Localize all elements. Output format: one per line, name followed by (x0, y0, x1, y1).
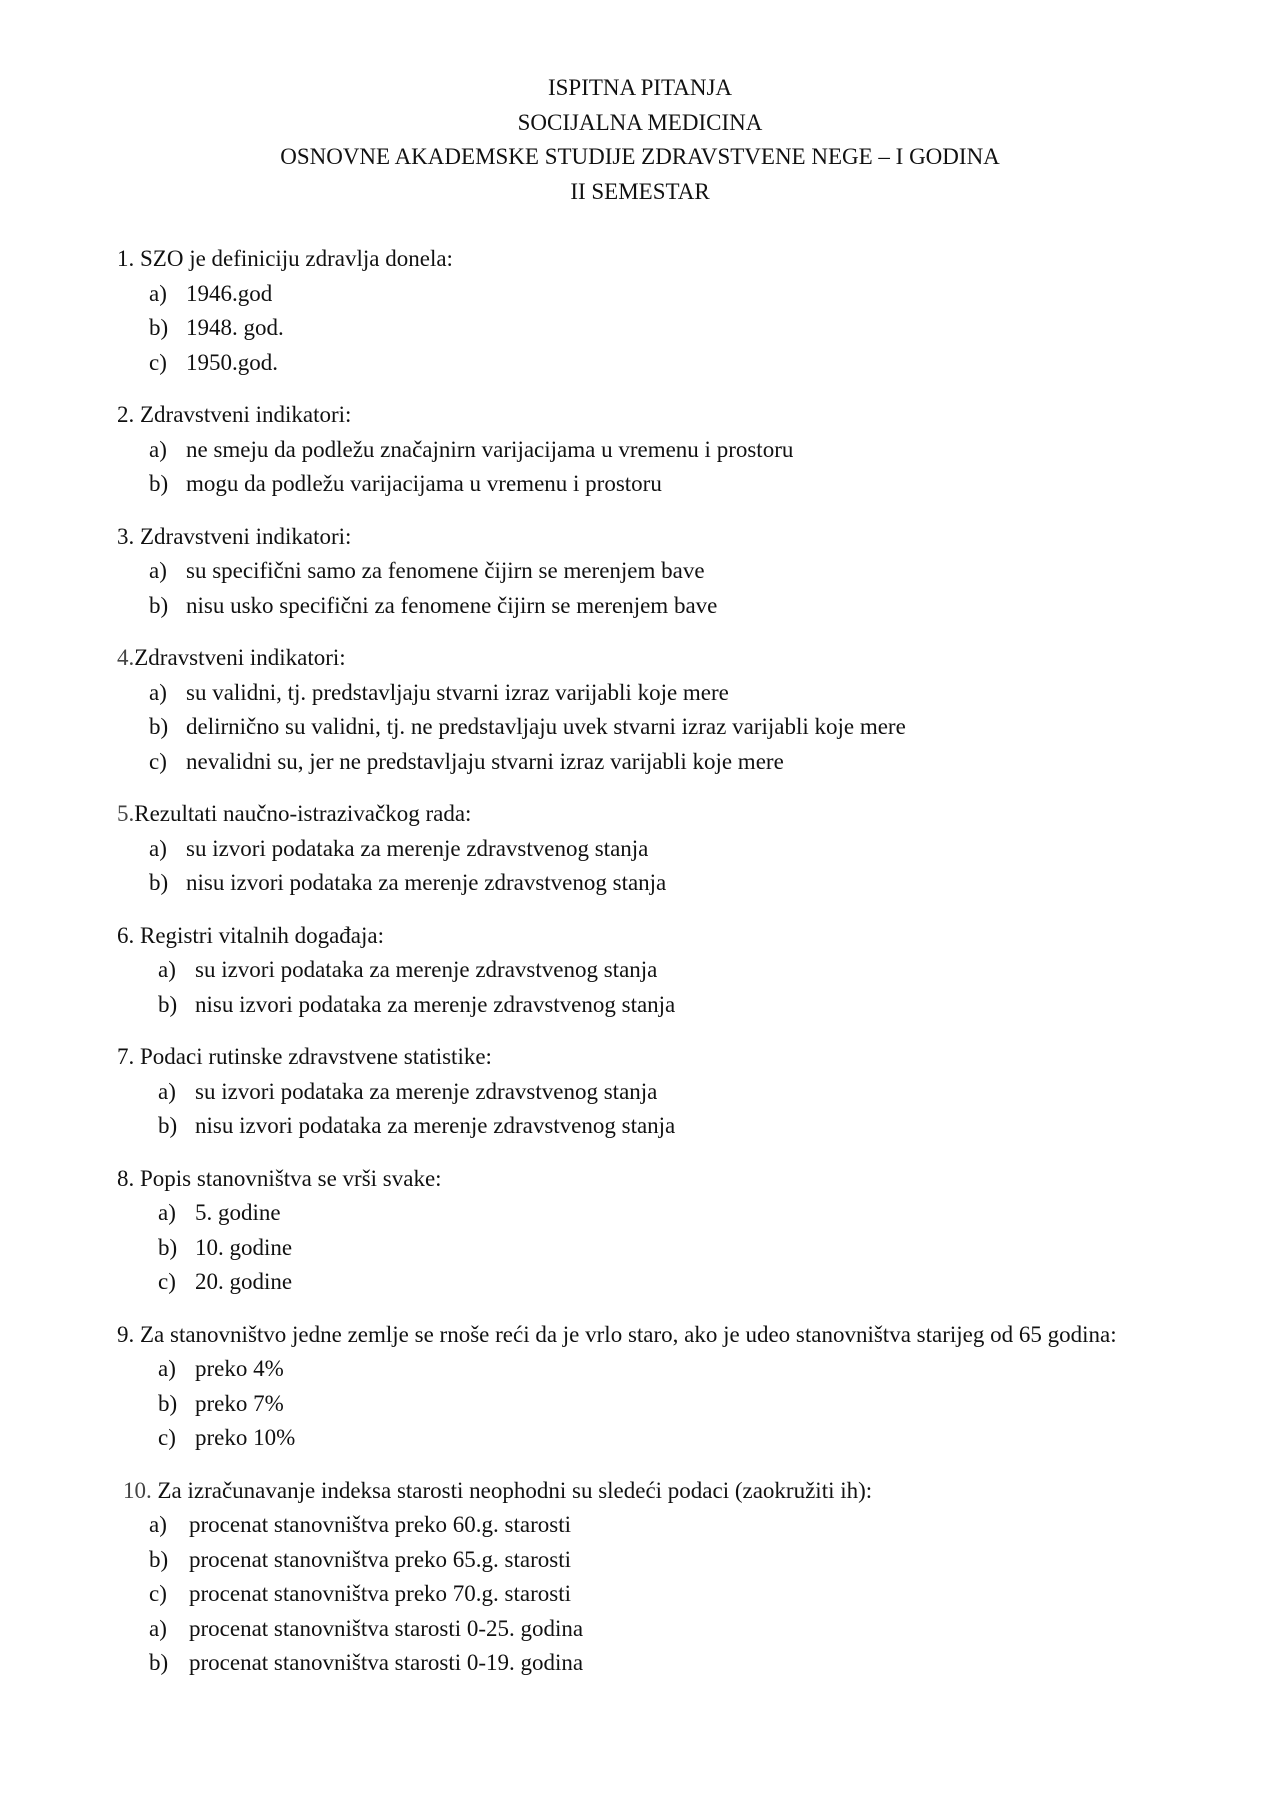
question-number: 6. (117, 922, 135, 948)
option-text: preko 7% (195, 1390, 284, 1416)
document-header (0, 71, 1280, 209)
question-number: 2. (117, 402, 135, 427)
question-text: Zdravstveni indikatori: (134, 645, 346, 670)
question-6 (117, 919, 1177, 1023)
option-text: procenat stanovništva preko 70.g. starosti (189, 1581, 571, 1606)
question-number: 1. (117, 246, 135, 271)
option-letter: c) (158, 1269, 176, 1294)
option-item (117, 1646, 1177, 1681)
question-text: Zdravstveni indikatori: (140, 523, 352, 549)
option-letter: a) (149, 835, 167, 861)
option-item (117, 1196, 1177, 1231)
question-number: 9. (117, 1321, 135, 1347)
option-item (117, 346, 1177, 381)
option-item (117, 1231, 1177, 1266)
option-text: 10. godine (195, 1234, 293, 1260)
option-letter: c) (158, 1425, 176, 1450)
option-item (117, 953, 1177, 988)
option-item (117, 1265, 1177, 1300)
option-letter: a) (149, 436, 167, 462)
option-text: su izvori podataka za merenje zdravstvenog stanja (195, 957, 658, 982)
option-letter: b) (158, 991, 178, 1017)
question-text: SZO je definiciju zdravlja donela: (140, 246, 453, 271)
option-letter: b) (149, 1650, 169, 1675)
option-item (117, 710, 1177, 745)
option-text: 5. godine (195, 1200, 281, 1225)
question-number: 3. (117, 523, 135, 549)
option-text: ne smeju da podležu značajnirn varijacijama u vremenu i prostoru (186, 436, 794, 462)
option-item (117, 988, 1177, 1023)
header-program: OSNOVNE AKADEMSKE STUDIJE ZDRAVSTVENE NEGE – I GODINA (280, 144, 1000, 169)
option-item (117, 676, 1177, 711)
option-list (117, 1352, 1177, 1456)
option-text: preko 10% (195, 1425, 296, 1450)
question-5 (117, 797, 1177, 901)
option-letter: c) (149, 748, 167, 774)
option-item (117, 866, 1177, 901)
option-letter: a) (149, 1615, 167, 1641)
header-subject: SOCIJALNA MEDICINA (517, 109, 763, 135)
option-letter: a) (158, 1356, 176, 1381)
header-title: ISPITNA PITANJA (547, 75, 733, 100)
question-text: Registri vitalnih događaja: (140, 922, 385, 948)
option-item (117, 832, 1177, 867)
option-list (117, 1508, 1177, 1681)
option-letter: a) (158, 1078, 176, 1104)
option-item (117, 1352, 1177, 1387)
option-text: delirnično su validni, tj. ne predstavljaju uvek stvarni izraz varijabli koje mere (186, 714, 906, 739)
question-3 (117, 520, 1177, 624)
option-item (117, 1543, 1177, 1578)
option-text: procenat stanovništva starosti 0-19. godina (189, 1650, 584, 1675)
option-item (117, 1075, 1177, 1110)
question-2 (117, 398, 1177, 502)
option-text: su validni, tj. predstavljaju stvarni izraz varijabli koje mere (186, 679, 729, 705)
question-number: 5. (117, 801, 135, 826)
option-item (117, 433, 1177, 468)
option-item (117, 589, 1177, 624)
question-text: Zdravstveni indikatori: (140, 402, 352, 427)
option-letter: b) (149, 471, 169, 496)
question-number: 10. (123, 1477, 152, 1503)
option-item (117, 1612, 1177, 1647)
question-10 (117, 1474, 1177, 1681)
question-4 (117, 641, 1177, 779)
option-letter: a) (158, 1200, 176, 1225)
option-letter: b) (158, 1390, 178, 1416)
option-letter: a) (158, 957, 176, 982)
option-text: procenat stanovništva preko 60.g. starosti (189, 1512, 571, 1537)
option-letter: c) (149, 349, 167, 375)
option-letter: b) (149, 870, 169, 895)
option-letter: b) (158, 1234, 178, 1260)
option-letter: b) (149, 1546, 169, 1572)
option-text: nevalidni su, jer ne predstavljaju stvarni izraz varijabli koje mere (186, 748, 784, 774)
question-1 (117, 242, 1177, 380)
question-number: 7. (117, 1044, 135, 1069)
option-item (117, 311, 1177, 346)
option-letter: a) (149, 679, 167, 705)
option-text: nisu usko specifični za fenomene čijirn se merenjem bave (186, 592, 718, 618)
option-list (117, 676, 1177, 780)
option-text: procenat stanovništva starosti 0-25. godina (189, 1615, 584, 1641)
question-text: Za stanovništvo jedne zemlje se rnoše reći da je vrlo staro, ako je udeo stanovništva starijeg od 65 godina: (140, 1321, 1117, 1347)
option-letter: b) (149, 714, 169, 739)
question-text: Za izračunavanje indeksa starosti neophodni su sledeći podaci (zaokružiti ih): (157, 1477, 873, 1503)
option-text: nisu izvori podataka za merenje zdravstvenog stanja (186, 870, 667, 895)
option-text: su izvori podataka za merenje zdravstvenog stanja (186, 835, 649, 861)
option-list (117, 953, 1177, 1022)
option-text: 1946.god (186, 280, 273, 306)
option-item (117, 1387, 1177, 1422)
question-8 (117, 1162, 1177, 1300)
option-text: su specifični samo za fenomene čijirn se merenjem bave (186, 558, 705, 583)
option-item (117, 1577, 1177, 1612)
option-letter: b) (149, 315, 169, 340)
question-number: 8. (117, 1165, 135, 1191)
option-list (117, 277, 1177, 381)
option-item (117, 467, 1177, 502)
option-list (117, 1075, 1177, 1144)
option-text: 1948. god. (186, 315, 284, 340)
question-text: Podaci rutinske zdravstvene statistike: (140, 1044, 492, 1069)
option-text: procenat stanovništva preko 65.g. starosti (189, 1546, 571, 1572)
question-9 (117, 1318, 1177, 1456)
option-letter: b) (158, 1113, 178, 1138)
option-text: nisu izvori podataka za merenje zdravstvenog stanja (195, 1113, 676, 1138)
option-item (117, 554, 1177, 589)
question-number: 4. (117, 645, 135, 670)
question-text: Popis stanovništva se vrši svake: (140, 1165, 442, 1191)
option-text: preko 4% (195, 1356, 284, 1381)
option-list (117, 1196, 1177, 1300)
option-item (117, 1508, 1177, 1543)
option-letter: a) (149, 558, 167, 583)
option-item (117, 1109, 1177, 1144)
question-7 (117, 1040, 1177, 1144)
option-letter: a) (149, 1512, 167, 1537)
option-text: nisu izvori podataka za merenje zdravstvenog stanja (195, 991, 676, 1017)
option-item (117, 745, 1177, 780)
option-letter: b) (149, 592, 169, 618)
question-list (117, 242, 1177, 1699)
option-list (117, 433, 1177, 502)
option-item (117, 277, 1177, 312)
option-list (117, 554, 1177, 623)
option-letter: c) (149, 1581, 167, 1606)
question-text: Rezultati naučno-istrazivačkog rada: (134, 801, 472, 826)
option-list (117, 832, 1177, 901)
option-item (117, 1421, 1177, 1456)
header-semester: II SEMESTAR (570, 178, 710, 204)
option-text: su izvori podataka za merenje zdravstvenog stanja (195, 1078, 658, 1104)
option-text: 1950.god. (186, 349, 278, 375)
option-letter: a) (149, 280, 167, 306)
option-text: mogu da podležu varijacijama u vremenu i prostoru (186, 471, 662, 496)
option-text: 20. godine (195, 1269, 293, 1294)
